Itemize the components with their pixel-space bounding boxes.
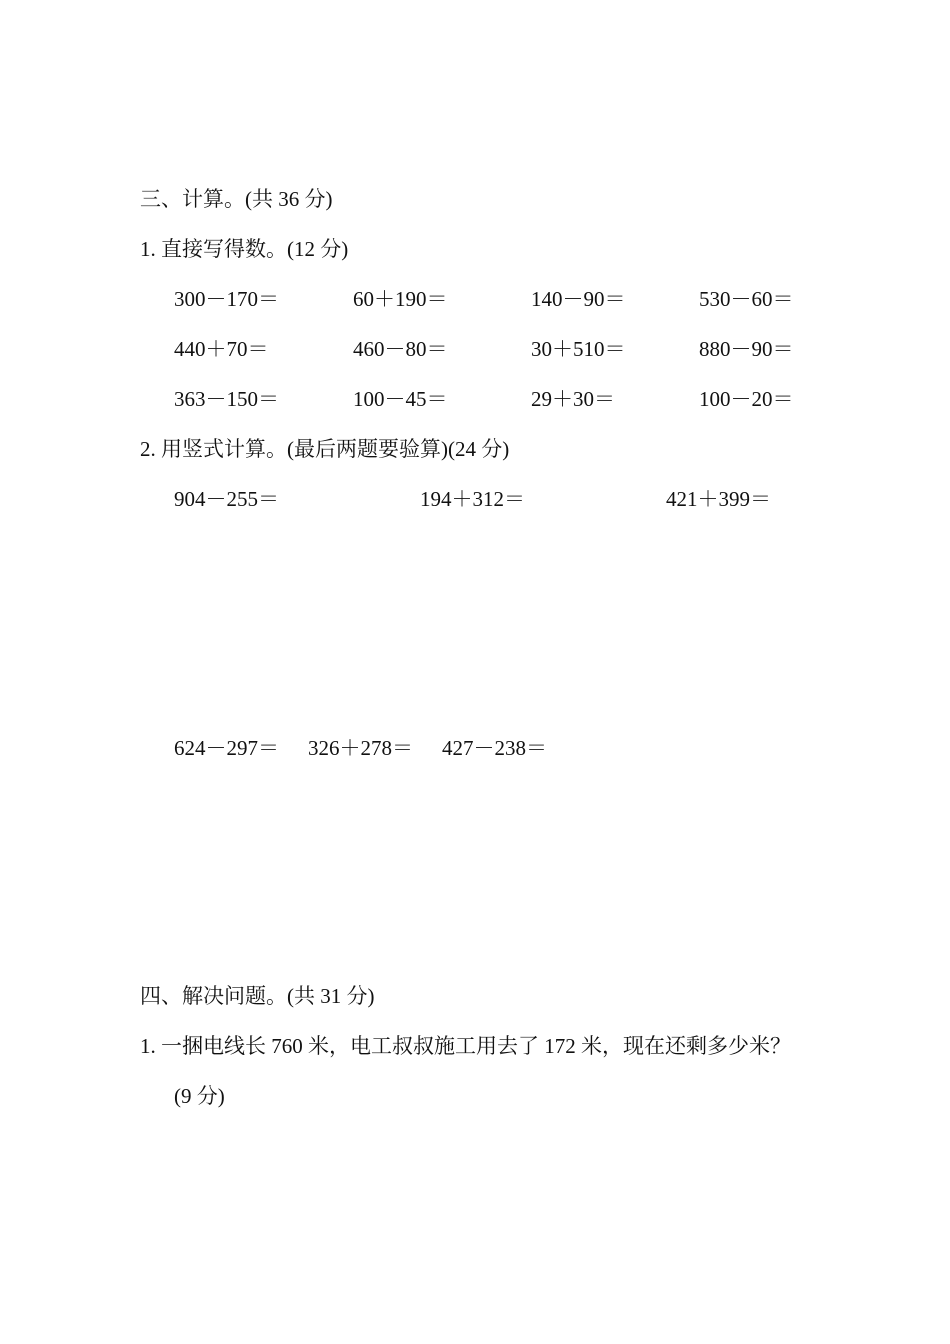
vertical-calc-item: 624－297＝	[174, 736, 279, 760]
vertical-calc-item: 326＋278＝	[308, 736, 413, 760]
oral-calc-item: 30＋510＝	[531, 337, 626, 361]
oral-calc-item: 363－150＝	[174, 387, 279, 411]
q1-title: 1. 直接写得数。(12 分)	[140, 237, 349, 261]
vertical-calc-item: 427－238＝	[442, 736, 547, 760]
vertical-calc-item: 421＋399＝	[666, 487, 771, 511]
oral-calc-item: 440＋70＝	[174, 337, 269, 361]
oral-calc-item: 100－45＝	[353, 387, 448, 411]
oral-calc-item: 29＋30＝	[531, 387, 615, 411]
q2-title: 2. 用竖式计算。(最后两题要验算)(24 分)	[140, 437, 510, 461]
problem-1-text: 1. 一捆电线长 760 米，电工叔叔施工用去了 172 米，现在还剩多少米？	[140, 1034, 791, 1058]
vertical-calc-item: 194＋312＝	[420, 487, 525, 511]
oral-calc-item: 530－60＝	[699, 287, 794, 311]
section4-heading: 四、解决问题。(共 31 分)	[140, 984, 375, 1008]
vertical-calc-item: 904－255＝	[174, 487, 279, 511]
oral-calc-item: 60＋190＝	[353, 287, 448, 311]
problem-1-score: (9 分)	[174, 1084, 225, 1108]
oral-calc-item: 140－90＝	[531, 287, 626, 311]
oral-calc-item: 300－170＝	[174, 287, 279, 311]
oral-calc-item: 100－20＝	[699, 387, 794, 411]
section3-heading: 三、计算。(共 36 分)	[140, 187, 333, 211]
oral-calc-item: 460－80＝	[353, 337, 448, 361]
oral-calc-item: 880－90＝	[699, 337, 794, 361]
